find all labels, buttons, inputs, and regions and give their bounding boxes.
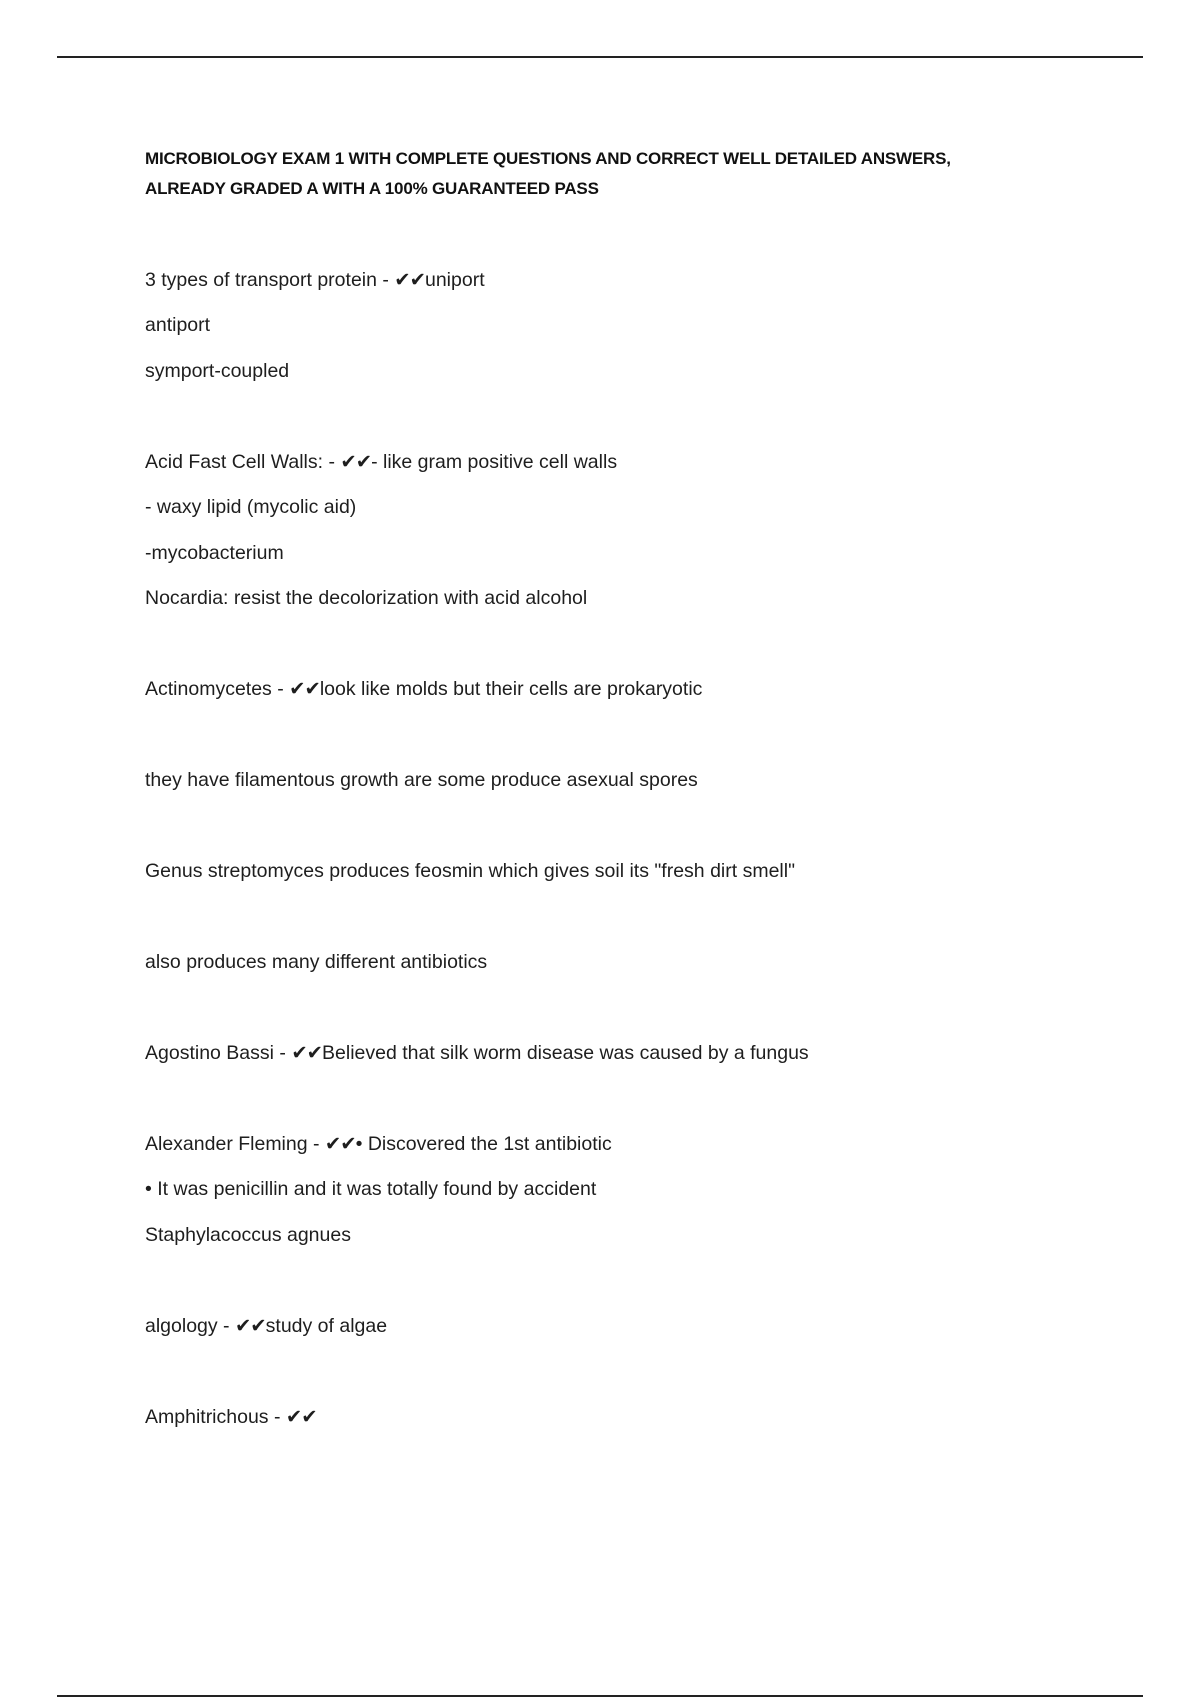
- term: Alexander Fleming -: [145, 1133, 325, 1155]
- answer-line: they have filamentous growth are some produce asexual spores: [145, 769, 698, 791]
- answer-line: - waxy lipid (mycolic aid): [145, 496, 357, 518]
- answer-text: Believed that silk worm disease was caused by a fungus: [322, 1042, 809, 1064]
- term: Acid Fast Cell Walls: -: [145, 451, 341, 473]
- answer-line: also produces many different antibiotics: [145, 951, 488, 973]
- top-divider: [57, 56, 1143, 58]
- term-line-acid-fast: [145, 449, 617, 475]
- check-mark-icon: ✔✔: [289, 678, 320, 700]
- answer-text: - like gram positive cell walls: [371, 451, 618, 473]
- term-line-transport-protein: [145, 267, 485, 293]
- term: Actinomycetes -: [145, 678, 290, 700]
- check-mark-icon: ✔✔: [394, 269, 425, 291]
- answer-line: symport-coupled: [145, 360, 290, 382]
- term: algology -: [145, 1315, 235, 1337]
- answer-text: look like molds but their cells are prokaryotic: [319, 678, 703, 700]
- term-line-amphitrichous: [145, 1404, 317, 1430]
- answer-line: Staphylacoccus agnues: [145, 1224, 351, 1246]
- check-mark-icon: ✔✔: [291, 1042, 323, 1064]
- answer-line: antiport: [145, 314, 211, 336]
- title-line-2: ALREADY GRADED A WITH A 100% GUARANTEED PASS: [145, 179, 599, 198]
- answer-line: • It was penicillin and it was totally found by accident: [145, 1178, 597, 1200]
- answer-text: study of algae: [265, 1315, 388, 1337]
- document-title: [145, 144, 1045, 204]
- answer-line: Genus streptomyces produces feosmin which gives soil its "fresh dirt smell": [145, 860, 796, 882]
- check-mark-icon: ✔✔: [324, 1133, 356, 1155]
- term-line-agostino-bassi: [145, 1040, 809, 1066]
- answer-text: uniport: [424, 269, 485, 291]
- answer-line: -mycobacterium: [145, 542, 284, 564]
- check-mark-icon: ✔✔: [340, 451, 372, 473]
- answer-line: Nocardia: resist the decolorization with acid alcohol: [145, 587, 588, 609]
- check-mark-icon: ✔✔: [234, 1315, 266, 1337]
- term-line-alexander-fleming: [145, 1131, 612, 1157]
- term: Amphitrichous -: [145, 1406, 286, 1428]
- term: Agostino Bassi -: [145, 1042, 292, 1064]
- answer-text: • Discovered the 1st antibiotic: [355, 1133, 612, 1155]
- check-mark-icon: ✔✔: [285, 1406, 317, 1428]
- term-line-actinomycetes: [145, 676, 702, 702]
- title-line-1: MICROBIOLOGY EXAM 1 WITH COMPLETE QUESTIONS AND CORRECT WELL DETAILED ANSWERS,: [145, 149, 951, 168]
- term: 3 types of transport protein -: [145, 269, 395, 291]
- term-line-algology: [145, 1313, 387, 1339]
- bottom-divider: [57, 1695, 1143, 1697]
